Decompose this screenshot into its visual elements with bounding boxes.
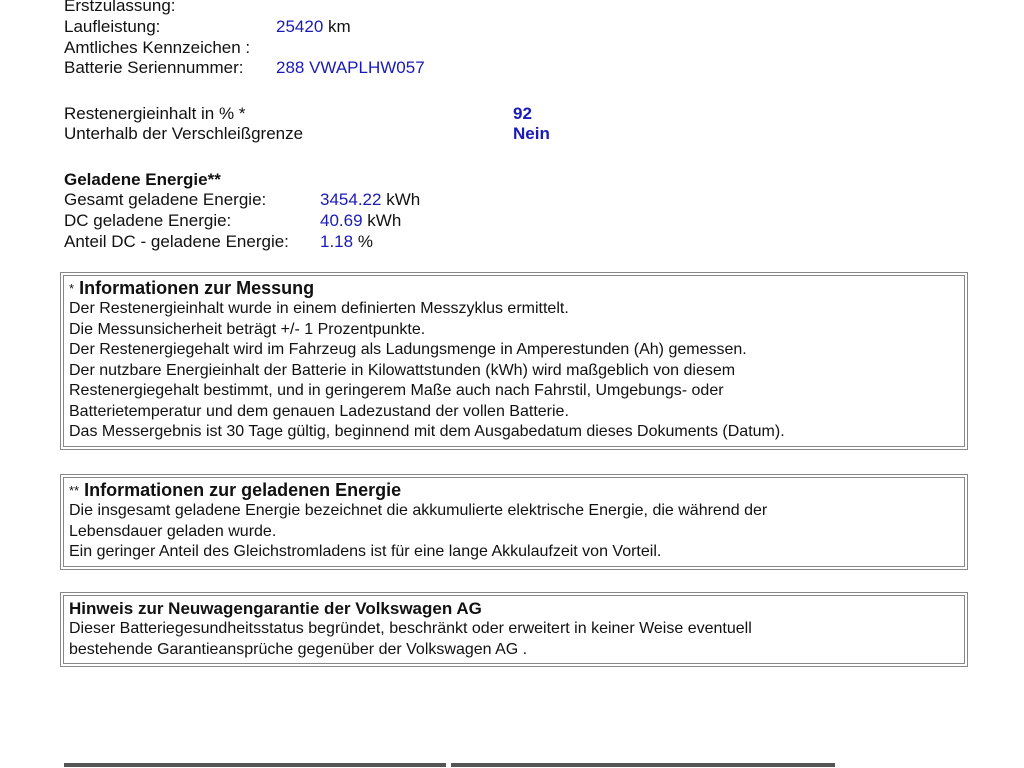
measurement-info-line: Die Messunsicherheit beträgt +/- 1 Prozentpunkte. bbox=[69, 320, 426, 338]
energy-info-heading: Informationen zur geladenen Energie bbox=[84, 480, 402, 500]
signature-line-left bbox=[64, 763, 446, 767]
rest-energy-value: 92 bbox=[513, 104, 532, 123]
measurement-info-line: Batterietemperatur und dem genauen Ladezustand der vollen Batterie. bbox=[69, 402, 569, 420]
measurement-info-box bbox=[60, 272, 968, 450]
kennzeichen-label: Amtliches Kennzeichen : bbox=[64, 38, 251, 57]
wear-limit-value: Nein bbox=[513, 124, 550, 143]
footnote-double-star-marker: ** bbox=[69, 483, 80, 498]
energy-info-box bbox=[60, 474, 968, 570]
total-energy-value: 3454.22 bbox=[320, 190, 382, 209]
dc-energy-field bbox=[320, 211, 401, 231]
serial-value: 288 VWAPLHW057 bbox=[276, 58, 425, 77]
measurement-info-line: Das Messergebnis ist 30 Tage gültig, beginnend mit dem Ausgabedatum dieses Dokuments (Datum). bbox=[69, 423, 785, 440]
laufleistung-value: 25420 bbox=[276, 17, 324, 36]
total-energy-field bbox=[320, 190, 420, 210]
dc-energy-value: 40.69 bbox=[320, 211, 363, 230]
energy-info-line: Die insgesamt geladene Energie bezeichnet die akkumulierte elektrische Energie, die während der bbox=[69, 502, 768, 519]
energy-info-title bbox=[69, 480, 959, 501]
erstzulassung-label: Erstzulassung: bbox=[64, 0, 176, 15]
dc-energy-unit: kWh bbox=[367, 211, 402, 230]
wear-limit-label: Unterhalb der Verschleißgrenze bbox=[64, 124, 304, 143]
measurement-info-line: Der Restenergiegehalt wird im Fahrzeug als Ladungsmenge in Amperestunden (Ah) gemessen. bbox=[69, 341, 747, 358]
footnote-star-marker: * bbox=[69, 281, 75, 296]
dc-energy-label: DC geladene Energie: bbox=[64, 211, 232, 230]
measurement-info-title bbox=[69, 278, 959, 299]
energy-info-line: Ein geringer Anteil des Gleichstromladens ist für eine lange Akkulaufzeit von Vorteil. bbox=[69, 543, 662, 560]
dc-share-value: 1.18 bbox=[320, 232, 354, 251]
warranty-note-line: Dieser Batteriegesundheitsstatus begründet, beschränkt oder erweitert in keiner Weise eventuell bbox=[69, 620, 752, 637]
signature-line-right bbox=[451, 763, 835, 767]
measurement-info-line: Restenergiegehalt bestimmt, und in geringerem Maße auch nach Fahrstil, Umgebungs- oder bbox=[69, 382, 724, 399]
warranty-note-box bbox=[60, 592, 968, 667]
dc-share-unit: % bbox=[357, 232, 373, 251]
total-energy-label: Gesamt geladene Energie: bbox=[64, 190, 267, 209]
measurement-info-line: Der Restenergieinhalt wurde in einem definierten Messzyklus ermittelt. bbox=[69, 300, 569, 317]
measurement-info-line: Der nutzbare Energieinhalt der Batterie in Kilowattstunden (kWh) wird maßgeblich von diesem bbox=[69, 361, 736, 379]
laufleistung-label: Laufleistung: bbox=[64, 17, 161, 36]
total-energy-unit: kWh bbox=[386, 190, 421, 209]
laufleistung-field bbox=[276, 17, 351, 37]
dc-share-field bbox=[320, 232, 373, 252]
serial-label: Batterie Seriennummer: bbox=[64, 58, 244, 77]
warranty-note-line: bestehende Garantieansprüche gegenüber der Volkswagen AG . bbox=[69, 640, 528, 658]
dc-share-label: Anteil DC - geladene Energie: bbox=[64, 232, 289, 251]
energy-heading: Geladene Energie** bbox=[64, 170, 221, 189]
rest-energy-label: Restenergieinhalt in % * bbox=[64, 104, 246, 123]
laufleistung-unit: km bbox=[328, 17, 351, 36]
energy-info-line: Lebensdauer geladen wurde. bbox=[69, 522, 277, 540]
warranty-note-title: Hinweis zur Neuwagengarantie der Volkswagen AG bbox=[69, 599, 482, 618]
measurement-info-heading: Informationen zur Messung bbox=[79, 278, 315, 298]
